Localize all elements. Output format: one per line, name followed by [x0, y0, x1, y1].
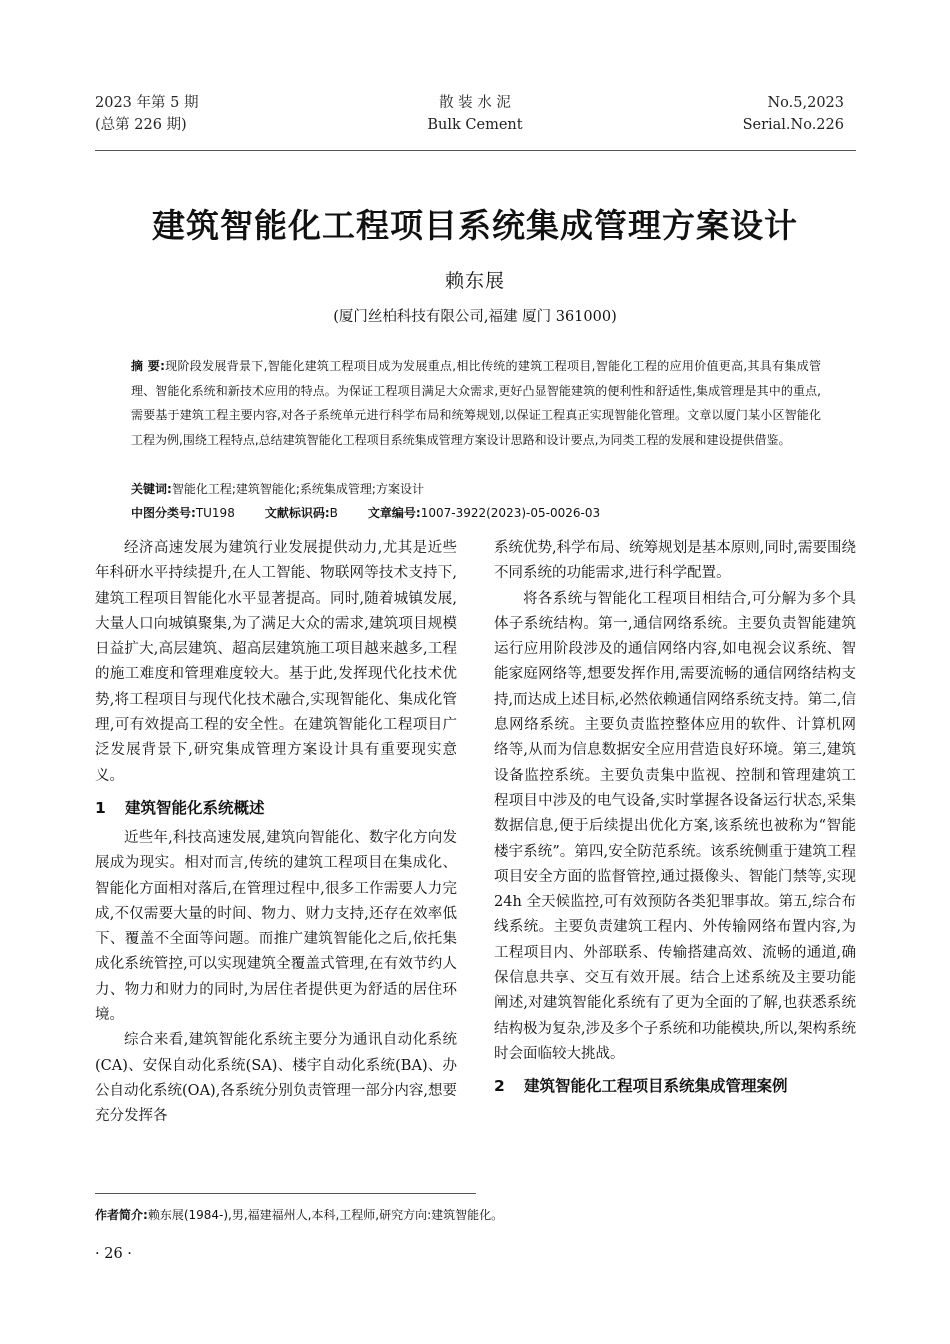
- footnote-divider: [95, 1193, 476, 1194]
- journal-name-en: Bulk Cement: [427, 117, 523, 133]
- journal-name-cn: 散 装 水 泥: [439, 95, 511, 111]
- section-2-title: 建筑智能化工程项目系统集成管理案例: [524, 1077, 788, 1096]
- section-1-paragraph-2: 综合来看,建筑智能化系统主要分为通讯自动化系统(CA)、安保自动化系统(SA)、楼宇自动化系统(BA)、办公自动化系统(OA),各系统分别负责管理一部分内容,想要充分发挥各: [95, 1032, 457, 1125]
- body-column-left: [95, 536, 457, 1130]
- section-2-number: 2: [494, 1077, 505, 1096]
- footnote-label: 作者简介:: [95, 1208, 148, 1222]
- abstract-label: 摘 要:: [131, 359, 165, 373]
- clc-value: TU198: [195, 506, 235, 520]
- header-divider: [95, 150, 856, 151]
- footnote-text: 赖东展(1984-),男,福建福州人,本科,工程师,研究方向:建筑智能化。: [147, 1208, 504, 1222]
- paper-author: 赖东展: [444, 270, 505, 292]
- subsystems-paragraph: 将各系统与智能化工程项目相结合,可分解为多个具体子系统结构。第一,通信网络系统。主要负责智能建筑运行应用阶段涉及的通信网络内容,如电视会议系统、智能家庭网络等,想要发挥作用,需要流畅的通信网络结构支持,而达成上述目标,必然依赖通信网络系统支持。第二,信息网络系统。主要负责监控整体应用的软件、计算机网络等,从而为信息数据安全应用营造良好环境。第三,建筑设备监控系统。主要负责集中监视、控制和管理建筑工程项目中涉及的电气设备,实时掌握各设备运行状态,采集数据信息,便于后续提出优化方案,该系统也被称为“智能楼宇系统”。第四,安全防范系统。该系统侧重于建筑工程项目安全方面的监督管控,通过摄像头、智能门禁等,实现 24h 全天候监控,可有效预防各类犯罪事故。第五,综合布线系统。主要负责建筑工程内、外传输网络布置内容,为工程项目内、外部联系、传输搭建高效、流畅的通道,确保信息共享、交互有效开展。结合上述系统及主要功能阐述,对建筑智能化系统有了更为全面的了解,也获悉系统结构极为复杂,涉及多个子系统和功能模块,所以,架构系统时会面临较大挑战。: [494, 590, 856, 1062]
- paper-title: 建筑智能化工程项目系统集成管理方案设计: [152, 206, 798, 245]
- issue-number-en: No.5,2023: [767, 95, 844, 111]
- section-1-title: 建筑智能化系统概述: [125, 798, 265, 817]
- section-1-paragraph-1: 近些年,科技高速发展,建筑向智能化、数字化方向发展成为现实。相对而言,传统的建筑工程项目在集成化、智能化方面相对落后,在管理过程中,很多工作需要人力完成,不仅需要大量的时间、物力、财力支持,还存在效率低下、覆盖不全面等问题。而推广建筑智能化之后,依托集成化系统管控,可以实现建筑全覆盖式管理,在有效节约人力、物力和财力的同时,为居住者提供更为舒适的居住环境。: [95, 829, 457, 1024]
- abstract-text: 现阶段发展背景下,智能化建筑工程项目成为发展重点,相比传统的建筑工程项目,智能化工程的应用价值更高,其具有集成管理、智能化系统和新技术应用的特点。为保证工程项目满足大众需求,更好凸显智能建筑的便利性和舒适性,集成管理是其中的重点,需要基于建筑工程主要内容,对各子系统单元进行科学布局和统筹规划,以保证工程真正实现智能化管理。文章以厦门某小区智能化工程为例,围绕工程特点,总结建筑智能化工程项目系统集成管理方案设计思路和设计要点,为同类工程的发展和建设提供借鉴。: [131, 359, 822, 448]
- section-1-number: 1: [95, 798, 106, 817]
- author-affiliation: (厦门丝柏科技有限公司,福建 厦门 361000): [333, 309, 617, 325]
- author-bio-footnote: [95, 1206, 503, 1223]
- keywords: [131, 477, 821, 502]
- clc-label: 中图分类号:: [131, 506, 196, 520]
- issue-serial: (总第 226 期): [95, 117, 187, 133]
- issue-serial-en: Serial.No.226: [742, 117, 844, 133]
- section-heading-2: [494, 1073, 856, 1099]
- classification-line: [131, 501, 821, 526]
- section-heading-1: [95, 795, 457, 821]
- keywords-label: 关键词:: [131, 482, 172, 496]
- doc-code-value: B: [329, 506, 338, 520]
- continued-paragraph: 系统优势,科学布局、统筹规划是基本原则,同时,需要围绕不同系统的功能需求,进行科学配置。: [494, 540, 856, 582]
- journal-issue-right: [743, 92, 844, 136]
- article-number-value: 1007-3922(2023)-05-0026-03: [420, 506, 601, 520]
- issue-number: 2023 年第 5 期: [95, 95, 199, 111]
- keywords-text: 智能化工程;建筑智能化;系统集成管理;方案设计: [171, 482, 424, 496]
- article-number-label: 文章编号:: [367, 506, 421, 520]
- doc-code-label: 文献标识码:: [264, 506, 330, 520]
- page-number: · 26 ·: [95, 1246, 132, 1262]
- intro-paragraph: 经济高速发展为建筑行业发展提供动力,尤其是近些年科研水平持续提升,在人工智能、物联网等技术支持下,建筑工程项目智能化水平显著提高。同时,随着城镇发展,大量人口向城镇聚集,为了满足大众的需求,建筑项目规模日益扩大,高层建筑、超高层建筑施工项目越来越多,工程的施工难度和管理难度较大。基于此,发挥现代化技术优势,将工程项目与现代化技术融合,实现智能化、集成化管理,可有效提高工程的安全性。在建筑智能化工程项目广泛发展背景下,研究集成管理方案设计具有重要现实意义。: [95, 540, 457, 784]
- body-column-right: [494, 536, 856, 1104]
- abstract: [131, 354, 821, 453]
